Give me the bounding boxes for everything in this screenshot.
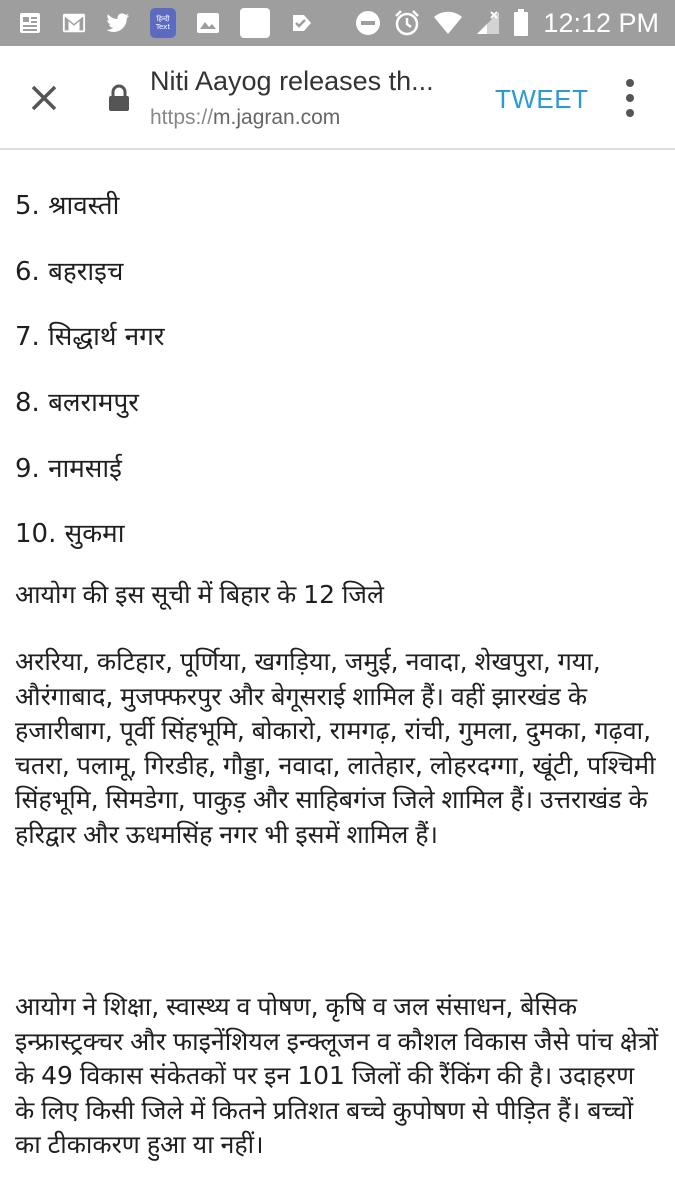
gmail-icon: [62, 11, 86, 35]
close-icon: [24, 78, 64, 118]
alarm-icon: [393, 9, 421, 37]
news-icon: [18, 11, 42, 35]
list-item: 7. सिद्धार्थ नगर: [15, 322, 165, 352]
list-item: 10. सुकमा: [15, 519, 125, 549]
url-scheme: https://: [150, 106, 214, 129]
clock: 12:12 PM: [543, 7, 659, 38]
page-url[interactable]: [150, 106, 340, 130]
status-bar: [0, 0, 675, 46]
close-button[interactable]: [24, 78, 64, 118]
wifi-icon: [433, 11, 463, 35]
paragraph: आयोग की इस सूची में बिहार के 12 जिले: [15, 580, 384, 609]
page-title: Niti Aayog releases th...: [150, 66, 434, 96]
list-item: 6. बहराइच: [15, 257, 124, 287]
list-item: 8. बलरामपुर: [15, 388, 139, 418]
paragraph: आयोग ने शिक्षा, स्वास्थ्य व पोषण, कृषि व जल संसाधन, बेसिक इन्फ्रास्ट्रक्चर और फाइनेंशियल इन्क्लूजन व कौशल विकास जैसे पांच क्षेत्रों के 49 विकास संकेतकों पर इन 101 जिलों की रैंकिंग की है। उदाहरण के लिए किसी जिले में कितने प्रतिशत बच्चे कुपोषण से पीड़ित हैं। बच्चों का टीकाकरण हुआ या नहीं।: [15, 992, 659, 1159]
paragraph: अररिया, कटिहार, पूर्णिया, खगड़िया, जमुई, नवादा, शेखपुरा, गया, औरंगाबाद, मुजफ्फरपुर और बेगूसराई शामिल हैं। वहीं झारखंड के हजारीबाग, पूर्वी सिंहभूमि, बोकारो, रामगढ़, रांची, गुमला, दुमका, गढ़वा, चतरा, पलामू, गिरडीह, गौड्डा, नवादा, लातेहार, लोहरदग्गा, खूंटी, पश्चिमी सिंहभूमि, सिमडेगा, पाकुड़ और साहिबगंज जिले शामिल हैं। उत्तराखंड के हरिद्वार और ऊधमसिंह नगर भी इसमें शामिल हैं।: [15, 647, 656, 849]
battery-icon: [513, 9, 529, 37]
url-host: m.jagran.com: [213, 106, 341, 129]
do-not-disturb-icon: [355, 10, 381, 36]
list-item: 9. नामसाई: [15, 454, 122, 484]
gallery-icon: [196, 11, 220, 35]
hindi-keyboard-icon: हिन्दी Text: [150, 8, 176, 38]
notification-icons: [0, 8, 334, 38]
list-item: 5. श्रावस्ती: [15, 191, 120, 221]
twitter-icon: [106, 11, 130, 35]
signal-icon: [475, 10, 501, 36]
tweet-button[interactable]: TWEET: [495, 84, 589, 114]
more-options-button[interactable]: [620, 76, 640, 120]
lock-icon: [108, 84, 130, 112]
more-vert-icon: [620, 76, 640, 120]
blank-app-icon: [240, 8, 270, 38]
system-icons: [343, 0, 675, 46]
custom-tab-toolbar: [0, 46, 675, 150]
checklist-icon: [290, 11, 314, 35]
